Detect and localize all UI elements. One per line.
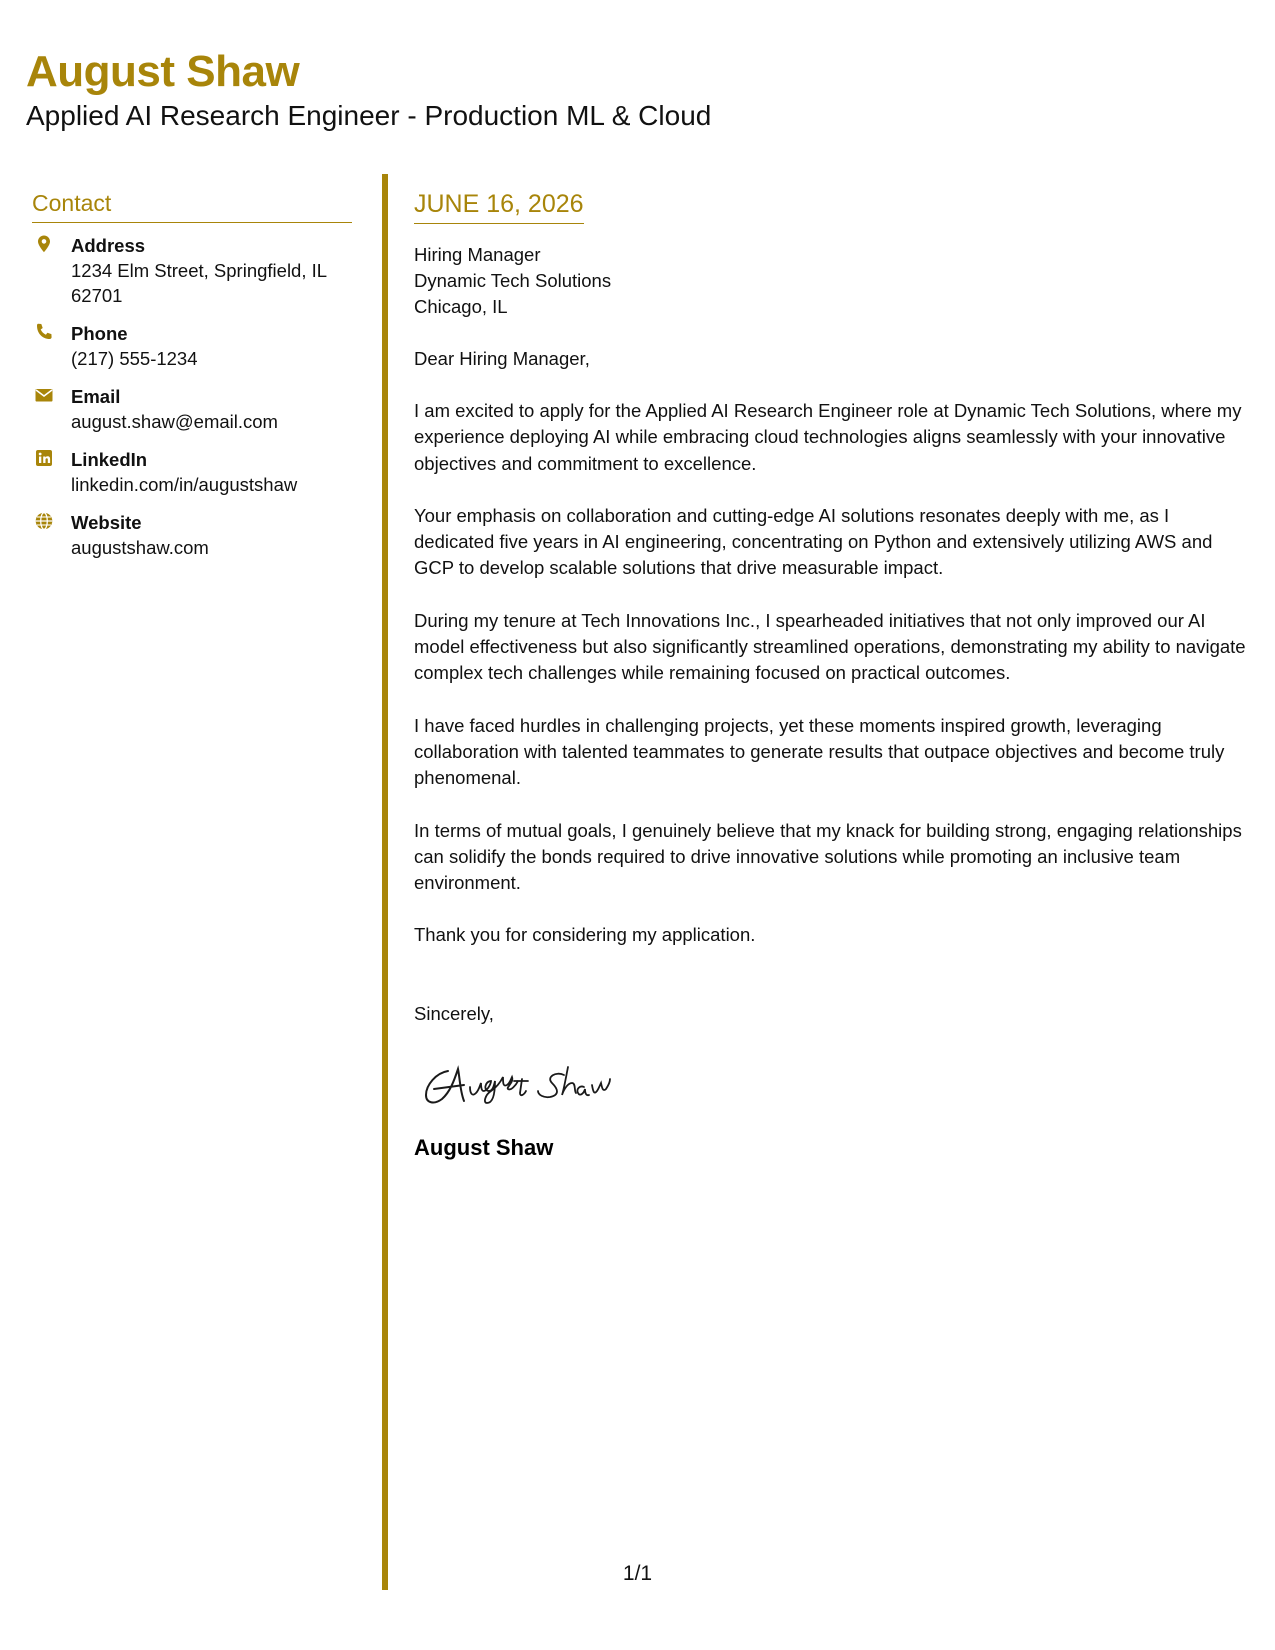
thank-you-line: Thank you for considering my application. (414, 924, 756, 946)
website-value: augustshaw.com (71, 537, 209, 558)
map-pin-icon (34, 234, 54, 254)
job-title: Applied AI Research Engineer - Production ML & Cloud (26, 100, 712, 131)
handwritten-signature (414, 1049, 674, 1121)
contact-item-website (32, 510, 352, 560)
body-paragraph: I have faced hurdles in challenging projects, yet these moments inspired growth, leveraging collaboration with talented teammates to generate results that outpace objectives and become truly phenomenal. (414, 714, 1225, 789)
closing: Sincerely, (414, 1002, 494, 1024)
email-value: august.shaw@email.com (71, 411, 278, 432)
contact-item-linkedin (32, 447, 352, 497)
phone-icon (34, 322, 54, 342)
signer-name: August Shaw (414, 1134, 554, 1160)
linkedin-value: linkedin.com/in/augustshaw (71, 474, 298, 495)
contact-item-phone (32, 321, 352, 371)
phone-value: (217) 555-1234 (71, 348, 198, 369)
recipient-name: Hiring Manager (414, 244, 541, 265)
page-number: 1/1 (622, 1562, 653, 1585)
salutation: Dear Hiring Manager, (414, 348, 590, 369)
contact-item-email (32, 384, 352, 434)
body-paragraph: During my tenure at Tech Innovations Inc., I spearheaded initiatives that not only improved our AI model effectiveness but also significantly streamlined operations, demonstrating my ability to navigate complex tech challenges while remaining focused on practical outcomes. (414, 609, 1246, 684)
linkedin-label: LinkedIn (71, 449, 148, 470)
body-paragraph: Your emphasis on collaboration and cutting-edge AI solutions resonates deeply with me, as I dedicated five years in AI engineering, concentrating on Python and extensively utilizing AWS and GCP to develop scalable solutions that drive measurable impact. (414, 504, 1213, 579)
linkedin-icon (34, 448, 54, 468)
contact-heading: Contact (32, 188, 352, 223)
address-label: Address (71, 235, 146, 256)
applicant-name: August Shaw (26, 47, 300, 96)
contact-item-address (32, 233, 352, 308)
letter-body (414, 188, 1254, 1163)
email-label: Email (71, 386, 121, 407)
phone-label: Phone (71, 323, 128, 344)
recipient-block (414, 242, 1254, 320)
website-label: Website (71, 512, 142, 533)
globe-icon (34, 511, 54, 531)
recipient-company: Dynamic Tech Solutions (414, 270, 612, 291)
contact-sidebar (32, 188, 352, 573)
body-paragraph: I am excited to apply for the Applied AI Research Engineer role at Dynamic Tech Solutions, where my experience deploying AI while embracing cloud technologies aligns seamlessly with your innovative objectives and commitment to excellence. (414, 400, 1242, 474)
email-icon (34, 385, 54, 405)
letter-date: JUNE 16, 2026 (414, 188, 584, 224)
body-paragraph: In terms of mutual goals, I genuinely believe that my knack for building strong, engaging relationships can solidify the bonds required to drive innovative solutions while promoting an inclusive team environment. (414, 819, 1242, 894)
address-value: 1234 Elm Street, Springfield, IL 62701 (71, 260, 327, 306)
vertical-divider (382, 174, 388, 1590)
recipient-location: Chicago, IL (414, 296, 508, 317)
